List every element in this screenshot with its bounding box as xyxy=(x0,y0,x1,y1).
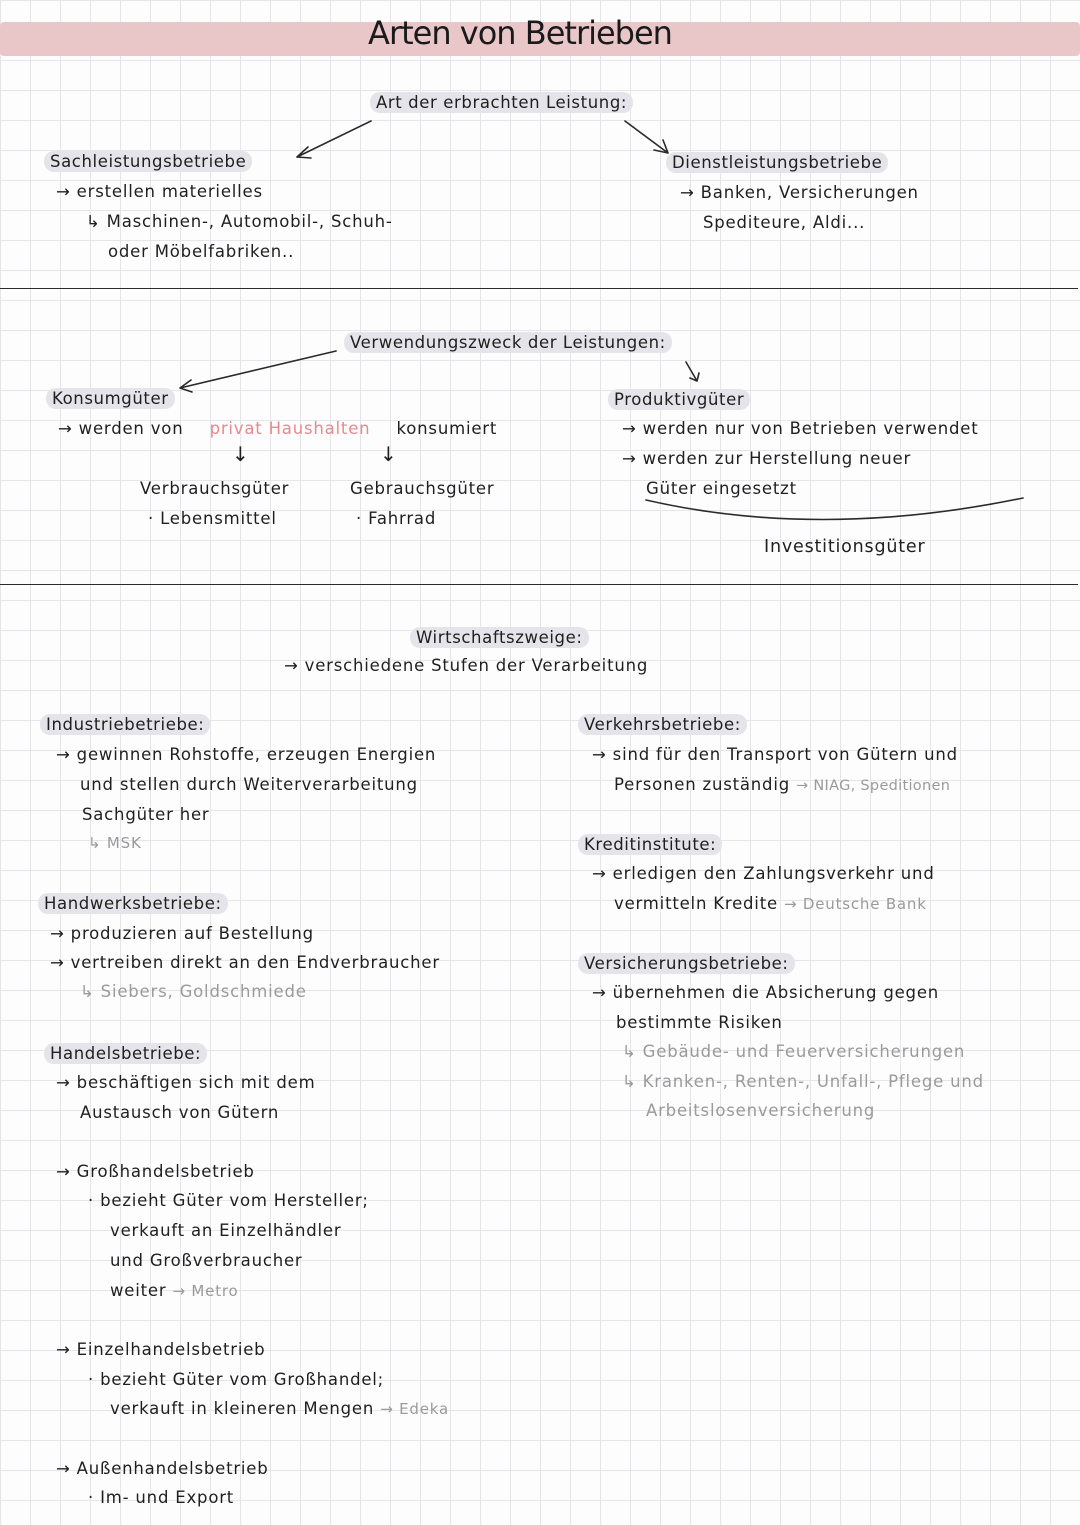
label-kreditinstitute: Kreditinstitute: xyxy=(578,834,722,855)
label-handwerksbetriebe: Handwerksbetriebe: xyxy=(38,893,228,914)
industrie-line2: und stellen durch Weiterverarbeitung xyxy=(80,775,418,794)
investitionsgueter: Investitionsgüter xyxy=(764,537,926,557)
divider-1 xyxy=(0,288,1078,289)
konsum-line-c: konsumiert xyxy=(396,419,498,438)
arrow-to-konsumgueter xyxy=(180,351,336,392)
aussenhandel-line1: · Im- und Export xyxy=(88,1488,235,1507)
konsum-line-b: privat Haushalten xyxy=(209,419,371,438)
grosshandel-example: → Metro xyxy=(172,1282,239,1300)
einzelhandel-example: → Edeka xyxy=(380,1400,449,1418)
kredit-line1: → erledigen den Zahlungsverkehr und xyxy=(592,864,935,883)
dienstleistung-line2: Spediteure, Aldi... xyxy=(703,213,866,232)
konsum-line xyxy=(58,419,497,438)
grosshandel-line4 xyxy=(110,1281,239,1300)
grosshandel-weiter: weiter xyxy=(110,1281,167,1300)
down-arrow-gebrauch: ↓ xyxy=(380,442,398,466)
industrie-line3: Sachgüter her xyxy=(82,805,210,824)
industrie-line1: → gewinnen Rohstoffe, erzeugen Energien xyxy=(56,745,437,764)
sachleistung-line2: ↳ Maschinen-, Automobil-, Schuh- xyxy=(86,212,393,231)
gebrauchsgueter-item: · Fahrrad xyxy=(356,509,437,528)
aussenhandel-title: → Außenhandelsbetrieb xyxy=(56,1459,269,1478)
versicherung-line2: bestimmte Risiken xyxy=(616,1013,783,1032)
dienstleistung-line1: → Banken, Versicherungen xyxy=(680,183,919,202)
versicherung-example1: ↳ Gebäude- und Feuerversicherungen xyxy=(622,1042,966,1061)
produktiv-line1: → werden nur von Betrieben verwendet xyxy=(622,419,979,438)
versicherung-example2: ↳ Kranken-, Renten-, Unfall-, Pflege und xyxy=(622,1072,984,1091)
handwerk-line1: → produzieren auf Bestellung xyxy=(50,924,314,943)
heading-art-leistung: Art der erbrachten Leistung: xyxy=(370,92,633,113)
investition-curve xyxy=(646,498,1023,520)
kredit-line2 xyxy=(614,894,927,913)
handel-line1: → beschäftigen sich mit dem xyxy=(56,1073,316,1092)
arrow-to-produktivgueter xyxy=(686,362,699,381)
kredit-vermitteln: vermitteln Kredite xyxy=(614,894,778,913)
grosshandel-line2: verkauft an Einzelhändler xyxy=(110,1221,342,1240)
verkehr-example: → NIAG, Speditionen xyxy=(796,778,951,794)
sachleistung-line1: → erstellen materielles xyxy=(56,182,263,201)
label-sachleistungsbetriebe: Sachleistungsbetriebe xyxy=(44,151,252,172)
verkehr-line1: → sind für den Transport von Gütern und xyxy=(592,745,958,764)
label-industriebetriebe: Industriebetriebe: xyxy=(40,714,210,735)
label-produktivgueter: Produktivgüter xyxy=(608,389,750,410)
konsum-line-a: → werden von xyxy=(58,419,184,438)
grosshandel-line3: und Großverbraucher xyxy=(110,1251,303,1270)
einzelhandel-title: → Einzelhandelsbetrieb xyxy=(56,1340,266,1359)
label-verkehrsbetriebe: Verkehrsbetriebe: xyxy=(578,714,747,735)
verbrauchsgueter-item: · Lebensmittel xyxy=(148,509,277,528)
wirtschaftszweige-sub: → verschiedene Stufen der Verarbeitung xyxy=(284,656,649,675)
handwerk-example: ↳ Siebers, Goldschmiede xyxy=(80,982,307,1001)
versicherung-example3: Arbeitslosenversicherung xyxy=(646,1101,876,1120)
versicherung-line1: → übernehmen die Absicherung gegen xyxy=(592,983,940,1002)
einzelhandel-line1: · bezieht Güter vom Großhandel; xyxy=(88,1370,385,1389)
produktiv-line3: Güter eingesetzt xyxy=(646,479,797,498)
verkehr-zustaendig: Personen zuständig xyxy=(614,775,790,794)
divider-2 xyxy=(0,584,1078,585)
verbrauchsgueter-title: Verbrauchsgüter xyxy=(140,479,290,498)
einzelhandel-mengen: verkauft in kleineren Mengen xyxy=(110,1399,375,1418)
label-handelsbetriebe: Handelsbetriebe: xyxy=(44,1043,207,1064)
label-versicherungsbetriebe: Versicherungsbetriebe: xyxy=(578,953,795,974)
arrow-to-dienstleistung xyxy=(625,121,668,153)
arrow-to-sachleistung xyxy=(297,121,371,158)
industrie-example: ↳ MSK xyxy=(88,834,142,852)
verkehr-line2 xyxy=(614,775,950,794)
sachleistung-line3: oder Möbelfabriken.. xyxy=(108,242,295,261)
heading-verwendungszweck: Verwendungszweck der Leistungen: xyxy=(344,332,672,353)
label-dienstleistungsbetriebe: Dienstleistungsbetriebe xyxy=(666,152,888,173)
label-konsumgueter: Konsumgüter xyxy=(46,388,175,409)
down-arrow-verbrauch: ↓ xyxy=(232,442,250,466)
handwerk-line2: → vertreiben direkt an den Endverbraucher xyxy=(50,953,440,972)
kredit-example: → Deutsche Bank xyxy=(783,895,927,913)
handel-line2: Austausch von Gütern xyxy=(80,1103,280,1122)
produktiv-line2: → werden zur Herstellung neuer xyxy=(622,449,912,468)
page-title: Arten von Betrieben xyxy=(368,14,672,52)
grosshandel-title: → Großhandelsbetrieb xyxy=(56,1162,255,1181)
grosshandel-line1: · bezieht Güter vom Hersteller; xyxy=(88,1191,369,1210)
heading-wirtschaftszweige: Wirtschaftszweige: xyxy=(410,627,589,648)
einzelhandel-line2 xyxy=(110,1399,449,1418)
gebrauchsgueter-title: Gebrauchsgüter xyxy=(350,479,495,498)
